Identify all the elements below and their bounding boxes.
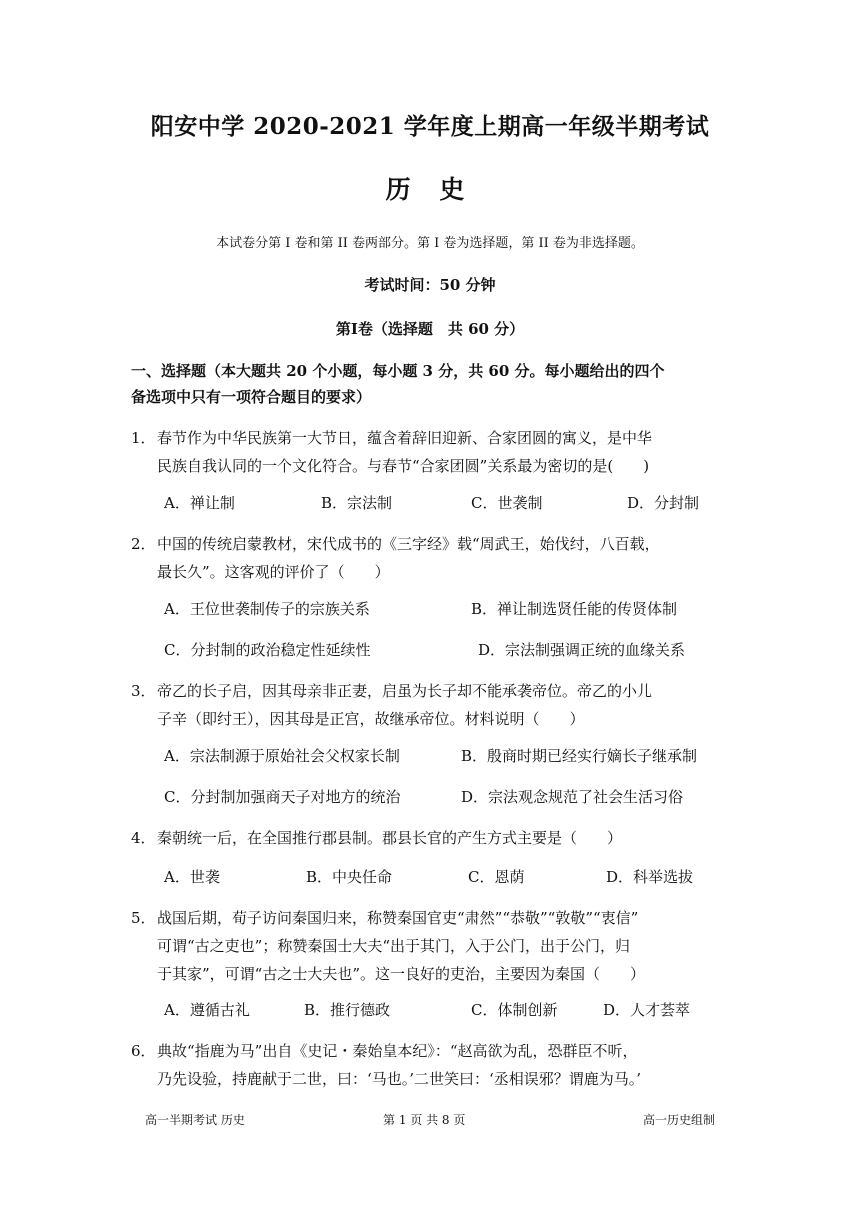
option-a: A．遵循古礼 [164,1001,250,1019]
question-number: 6． [131,1042,156,1060]
question-text: 典故“指鹿为马”出自《史记・秦始皇本纪》：“赵高欲为乱，恐群臣不听， [157,1042,638,1060]
option-d: D．宗法制强调正统的血缘关系 [478,641,686,659]
option-a: A．禅让制 [164,494,235,512]
option-c: C．体制创新 [471,1001,558,1019]
option-a: A．王位世袭制传子的宗族关系 [164,600,370,618]
part-heading: 第Ⅰ卷（选择题 共 60 分） [335,320,525,338]
option-a: A．世袭 [164,868,220,886]
option-d: D．人才荟萃 [603,1001,691,1019]
question-number: 4． [131,829,156,847]
option-c: C．分封制的政治稳定性延续性 [164,641,371,659]
option-c: C．恩荫 [468,868,525,886]
question-2 [131,530,741,586]
question-1 [131,424,741,480]
option-b: B．殷商时期已经实行嫡长子继承制 [461,747,698,765]
footer-right: 高一历史组制 [643,1113,716,1127]
option-d: D．宗法观念规范了社会生活习俗 [461,788,684,806]
exam-intro: 本试卷分第 I 卷和第 II 卷两部分。第 I 卷为选择题，第 II 卷为非选择题。 [216,236,644,251]
option-d: D．分封制 [627,494,700,512]
option-c: C．分封制加强商天子对地方的统治 [164,788,401,806]
question-number: 3． [131,682,156,700]
option-c: C．世袭制 [471,494,543,512]
question-6 [131,1037,741,1093]
question-5 [131,904,741,988]
question-text: 秦朝统一后，在全国推行郡县制。郡县长官的产生方式主要是（ ） [157,829,623,847]
question-text: 战国后期，荀子访问秦国归来，称赞秦国官吏“肃然”“恭敬”“敦敬”“衷信” [157,909,639,927]
option-a: A．宗法制源于原始社会父权家长制 [164,747,400,765]
question-number: 1． [131,429,156,447]
section-heading [131,358,741,410]
page-number: 第 1 页 共 8 页 [383,1113,466,1127]
option-b: B．推行德政 [304,1001,391,1019]
option-b: B．中央任命 [306,868,393,886]
section-heading-line: 备选项中只有一项符合题目的要求） [131,388,372,406]
question-number: 5． [131,909,156,927]
section-heading-line: 一、选择题（本大题共 20 个小题，每小题 3 分，共 60 分。每小题给出的四个 [131,362,665,380]
option-b: B．禅让制选贤任能的传贤体制 [471,600,678,618]
option-b: B．宗法制 [321,494,393,512]
question-text: 乃先设验，持鹿献于二世，曰：‘马也。’二世笑曰：‘丞相误邪？谓鹿为马。’ [157,1070,642,1088]
question-4 [131,824,741,852]
exam-title: 阳安中学 2020-2021 学年度上期高一年级半期考试 [150,113,710,140]
question-text: 可谓“古之吏也”；称赞秦国士大夫“出于其门，入于公门，出于公门，归 [157,937,631,955]
footer-left: 高一半期考试 历史 [145,1113,245,1127]
subject-title: 历 史 [385,175,475,204]
question-text: 最长久”。这客观的评价了（ ） [157,563,390,581]
question-text: 子辛（即纣王），因其母是正宫，故继承帝位。材料说明（ ） [157,710,585,728]
option-d: D．科举选拔 [606,868,694,886]
exam-time: 考试时间：50 分钟 [364,276,496,294]
question-text: 春节作为中华民族第一大节日，蕴含着辞旧迎新、合家团圆的寓义，是中华 [157,429,653,447]
question-text: 于其家”，可谓“古之士大夫也”。这一良好的吏治，主要因为秦国（ ） [157,965,646,983]
question-number: 2． [131,535,156,553]
question-text: 中国的传统启蒙教材，宋代成书的《三字经》载“周武王，始伐纣，八百载， [157,535,660,553]
question-text: 帝乙的长子启，因其母亲非正妻，启虽为长子却不能承袭帝位。帝乙的小儿 [157,682,653,700]
question-text: 民族自我认同的一个文化符合。与春节“合家团圆”关系最为密切的是( ) [157,457,650,475]
question-3 [131,677,741,733]
